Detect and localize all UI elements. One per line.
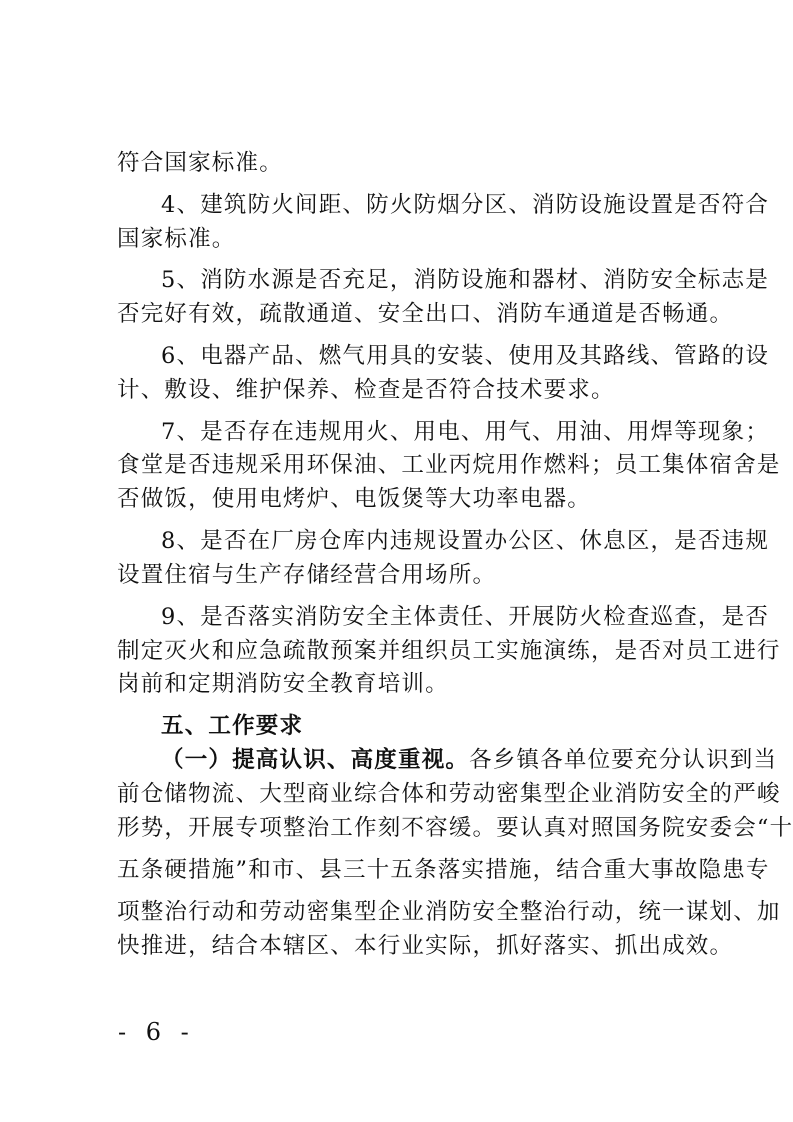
text-line: 岗前和定期消防安全教育培训。 xyxy=(117,671,449,697)
text-line: 符合国家标准。 xyxy=(117,150,283,176)
text-line: 前仓储物流、大型商业综合体和劳动密集型企业消防安全的严峻 xyxy=(117,781,781,807)
paragraph-first-rest: 各乡镇各单位要充分认识到当 xyxy=(469,747,778,773)
section-heading: 五、工作要求 xyxy=(161,713,304,739)
paragraph-first-line xyxy=(161,745,777,775)
text-line: 设置住宿与生产存储经营合用场所。 xyxy=(117,562,497,588)
text-line: 6、电器产品、燃气用具的安装、使用及其路线、管路的设 xyxy=(161,343,770,369)
text-line: 5、消防水源是否充足，消防设施和器材、消防安全标志是 xyxy=(161,267,770,293)
text-line: 制定灭火和应急疏散预案并组织员工实施演练，是否对员工进行 xyxy=(117,638,781,664)
text-line: 8、是否在厂房仓库内违规设置办公区、休息区，是否违规 xyxy=(161,528,770,554)
text-line: 4、建筑防火间距、防火防烟分区、消防设施设置是否符合 xyxy=(161,192,770,218)
text-line: 项整治行动和劳动密集型企业消防安全整治行动，统一谋划、加 xyxy=(117,899,781,925)
text-line: 9、是否落实消防安全主体责任、开展防火检查巡查，是否 xyxy=(161,604,770,630)
text-line: 快推进，结合本辖区、本行业实际，抓好落实、抓出成效。 xyxy=(117,933,734,959)
text-line: 形势，开展专项整治工作刻不容缓。要认真对照国务院安委会“十 xyxy=(117,815,793,841)
text-line: 计、敷设、维护保养、检查是否符合技术要求。 xyxy=(117,377,615,403)
paragraph-bold-lead: （一）提高认识、高度重视。 xyxy=(161,747,470,773)
text-line: 五条硬措施”和市、县三十五条落实措施，结合重大事故隐患专 xyxy=(117,857,770,883)
text-line: 国家标准。 xyxy=(117,226,236,252)
text-line: 否做饭，使用电烤炉、电饭煲等大功率电器。 xyxy=(117,486,592,512)
text-line: 7、是否存在违规用火、用电、用气、用油、用焊等现象； xyxy=(161,419,770,445)
page-number: - 6 - xyxy=(118,1018,195,1046)
text-line: 食堂是否违规采用环保油、工业丙烷用作燃料；员工集体宿舍是 xyxy=(117,452,781,478)
text-line: 否完好有效，疏散通道、安全出口、消防车通道是否畅通。 xyxy=(117,301,734,327)
